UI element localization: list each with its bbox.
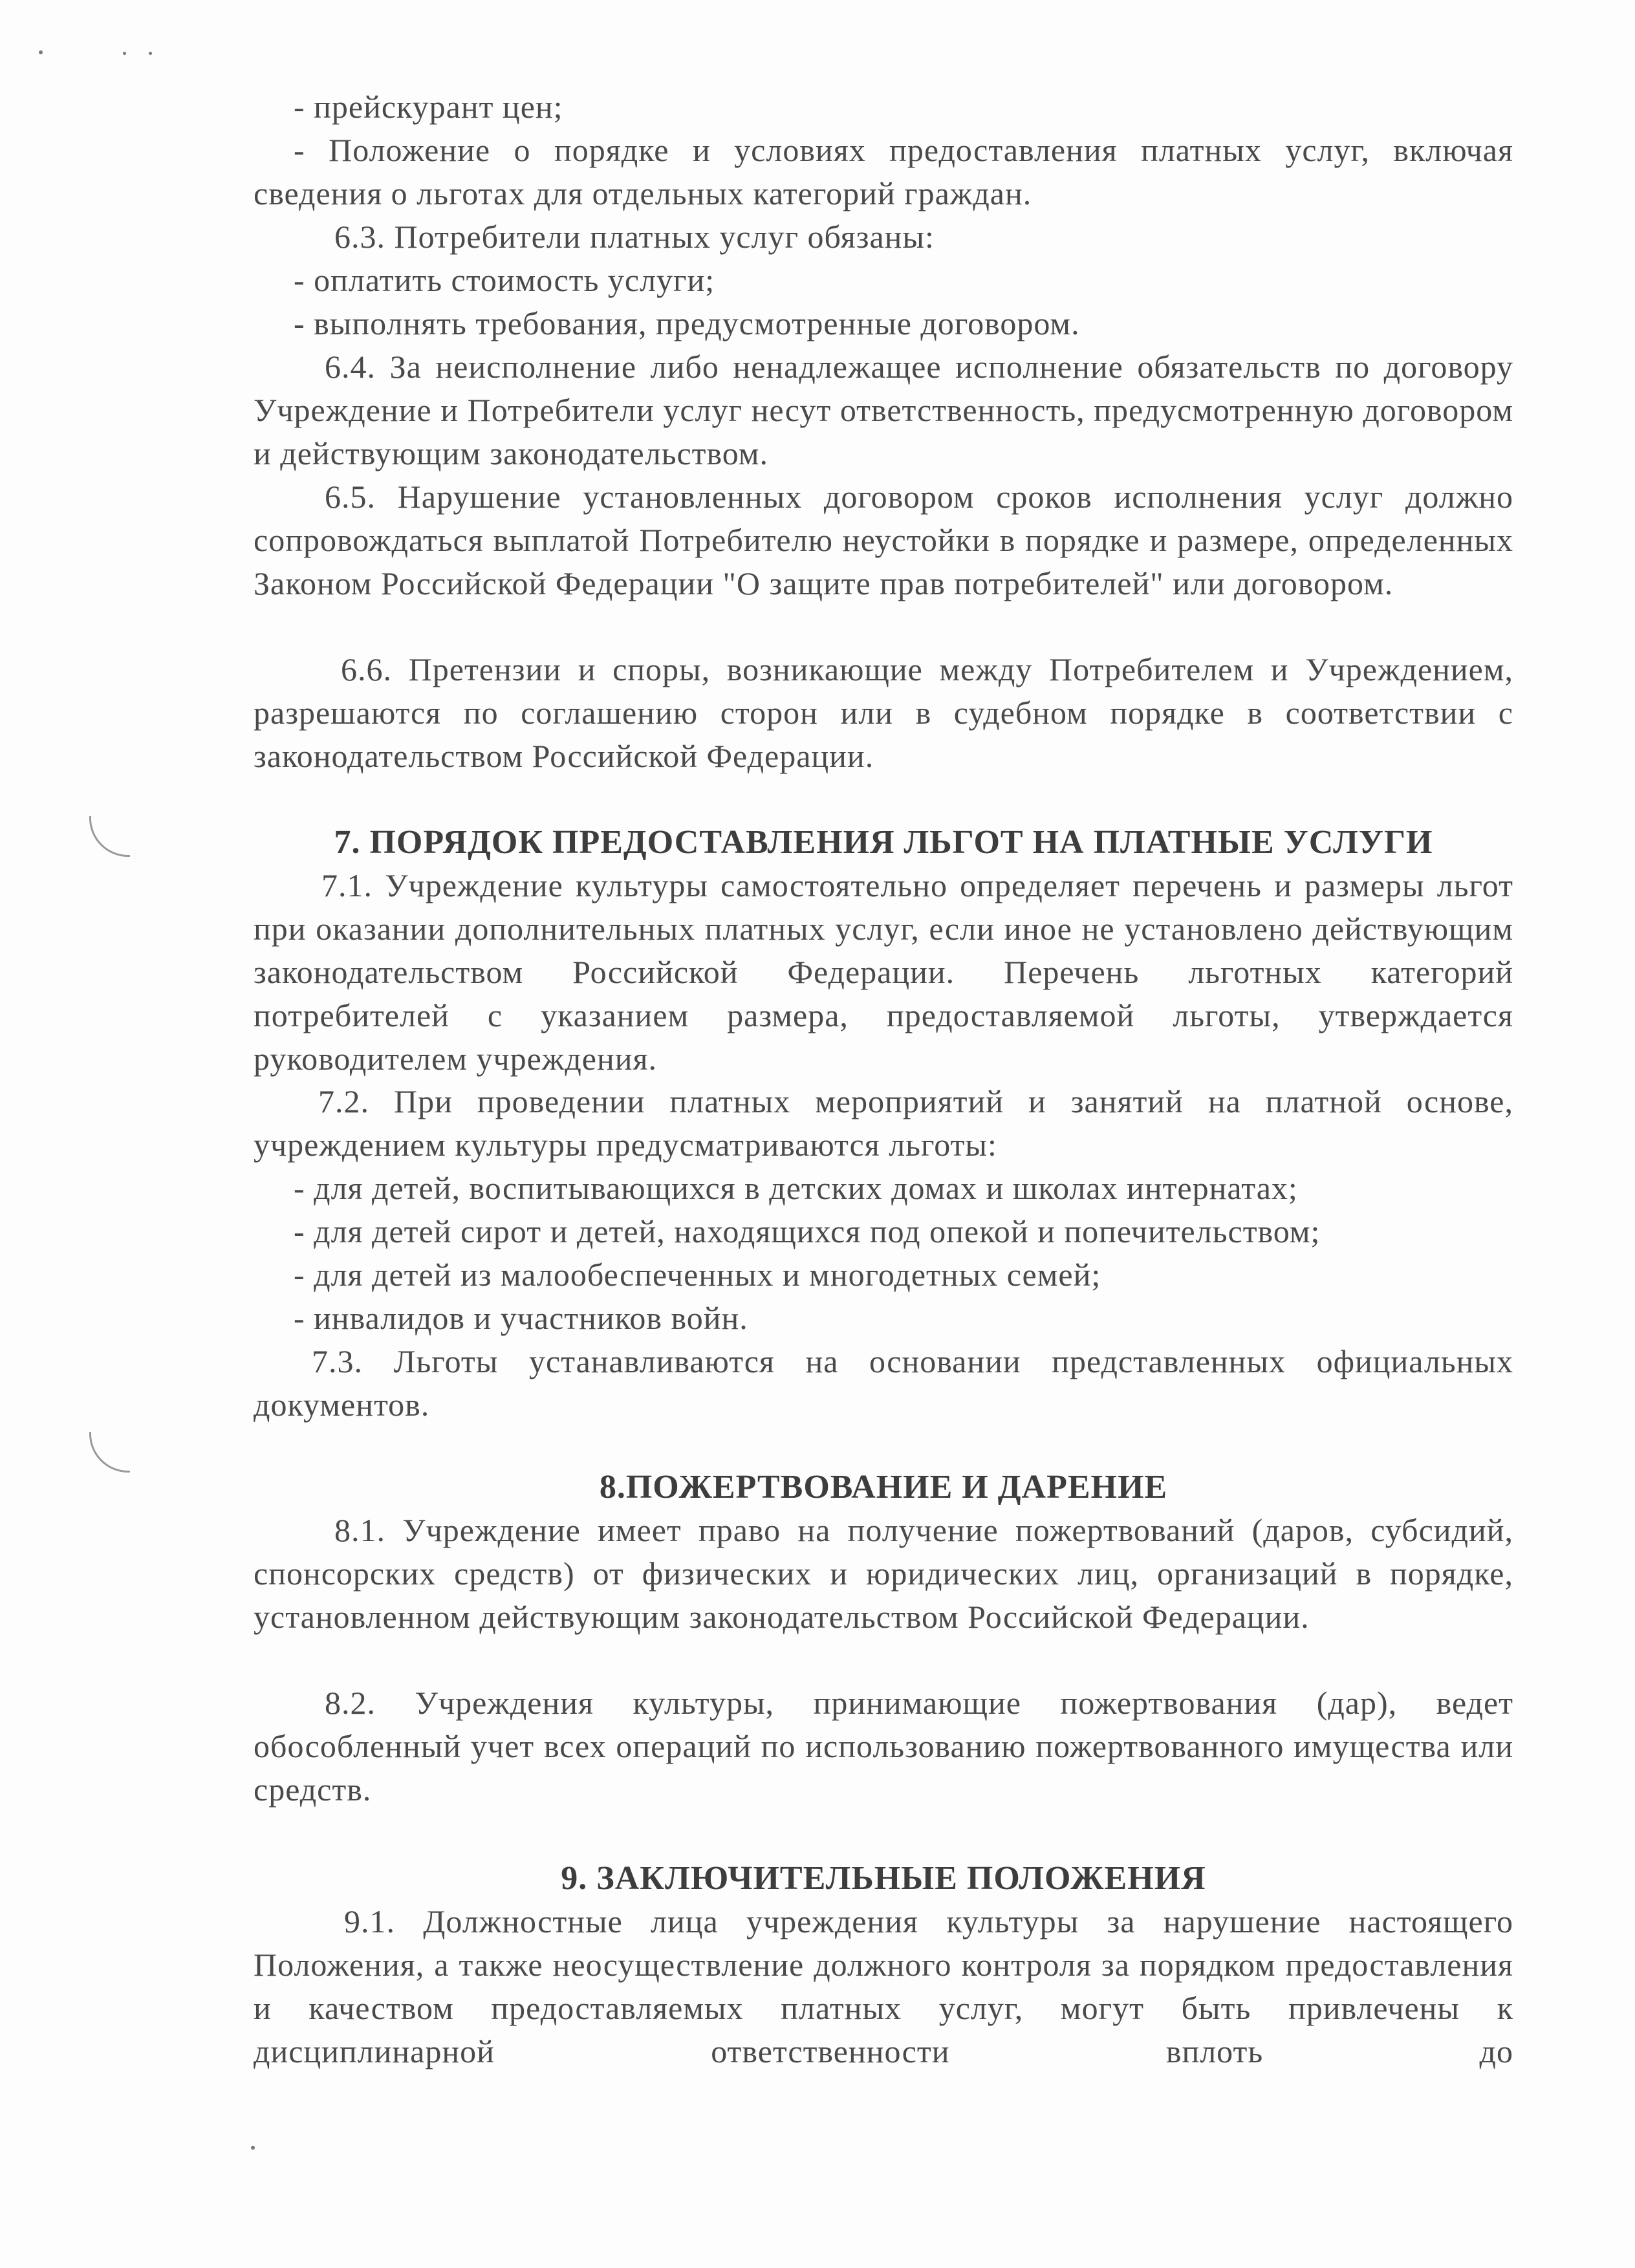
list-item-regulation: - Положение о порядке и условиях предоставления платных услуг, включая сведения о льготах для отдельных категорий граждан.: [254, 132, 1513, 211]
paragraph-6-3: 6.3. Потребители платных услуг обязаны:: [334, 219, 935, 255]
list-item-fulfil-requirements: - выполнять требования, предусмотренные договором.: [294, 305, 1080, 341]
benefit-item-low-income: - для детей из малообеспеченных и многодетных семей;: [294, 1257, 1101, 1293]
scan-speck: [123, 52, 126, 55]
paragraph-8-2: 8.2. Учреждения культуры, принимающие пожертвования (дар), ведет обособленный учет всех операций по использованию пожертвованного имущества или средств.: [254, 1685, 1513, 1808]
paragraph-6-6: 6.6. Претензии и споры, возникающие между Потребителем и Учреждением, разрешаются по соглашению сторон или в судебном порядке в соответствии с законодательством Российской Федерации.: [254, 651, 1513, 774]
benefit-item-disabled-veterans: - инвалидов и участников войн.: [294, 1300, 748, 1336]
paragraph-7-3: 7.3. Льготы устанавливаются на основании представленных официальных документов.: [254, 1343, 1513, 1423]
section-9-heading: 9. ЗАКЛЮЧИТЕЛЬНЫЕ ПОЛОЖЕНИЯ: [561, 1860, 1206, 1897]
paragraph-7-1: 7.1. Учреждение культуры самостоятельно определяет перечень и размеры льгот при оказании дополнительных платных услуг, если иное не установлено действующим законодательством Российской Федерации. Перечень льготных категорий потребителей с указанием размера, предоставляемой льготы, утверждается руководителем учреждения.: [254, 867, 1513, 1077]
scan-speck: [251, 2146, 255, 2150]
list-item-pay-cost: - оплатить стоимость услуги;: [294, 262, 715, 298]
list-item-price-list: - прейскурант цен;: [294, 89, 563, 125]
paragraph-7-2: 7.2. При проведении платных мероприятий и занятий на платной основе, учреждением культуры предусматриваются льготы:: [254, 1083, 1513, 1163]
punch-hole-mark: [89, 816, 130, 857]
benefit-item-orphans: - для детей сирот и детей, находящихся под опекой и попечительством;: [294, 1213, 1321, 1249]
paragraph-8-1: 8.1. Учреждение имеет право на получение пожертвований (даров, субсидий, спонсорских средств) от физических и юридических лиц, организаций в порядке, установленном действующим законодательством Российской Федерации.: [254, 1512, 1513, 1635]
scan-speck: [39, 50, 43, 54]
section-7-heading: 7. ПОРЯДОК ПРЕДОСТАВЛЕНИЯ ЛЬГОТ НА ПЛАТНЫЕ УСЛУГИ: [334, 824, 1433, 861]
paragraph-9-1: 9.1. Должностные лица учреждения культуры за нарушение настоящего Положения, а также неосуществление должного контроля за порядком предоставления и качеством предоставляемых платных услуг, могут быть привлечены к дисциплинарной ответственности вплоть до: [254, 1903, 1513, 2069]
paragraph-6-4: 6.4. За неисполнение либо ненадлежащее исполнение обязательств по договору Учреждение и Потребители услуг несут ответственность, предусмотренную договором и действующим законодательством.: [254, 349, 1513, 471]
scan-speck: [149, 52, 152, 55]
benefit-item-orphanage-children: - для детей, воспитывающихся в детских домах и школах интернатах;: [294, 1170, 1298, 1206]
paragraph-6-5: 6.5. Нарушение установленных договором сроков исполнения услуг должно сопровождаться выплатой Потребителю неустойки в порядке и размере, определенных Законом Российской Федерации "О защите прав потребителей" или договором.: [254, 479, 1513, 601]
section-8-heading: 8.ПОЖЕРТВОВАНИЕ И ДАРЕНИЕ: [599, 1469, 1168, 1506]
punch-hole-mark: [89, 1432, 130, 1473]
